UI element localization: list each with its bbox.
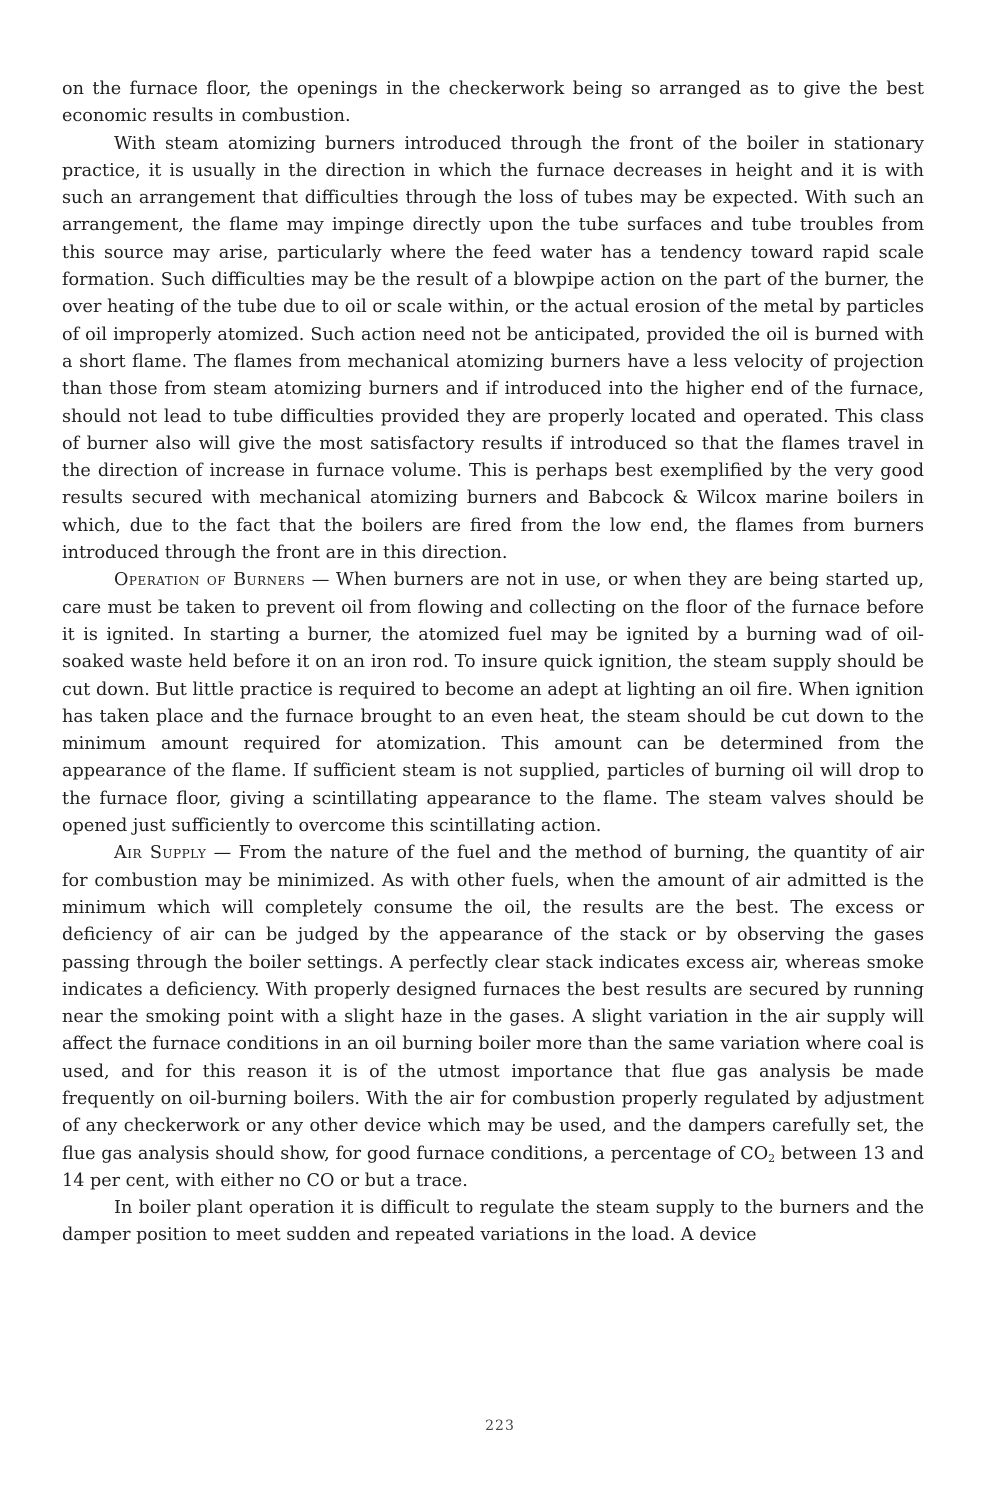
paragraph-operation-of-burners [62, 567, 924, 840]
section-heading-air-supply: Air Supply [114, 843, 207, 864]
heading-dash: — [305, 570, 336, 591]
co2-subscript: 2 [768, 1151, 776, 1165]
page-body [62, 76, 924, 1416]
heading-dash: — [206, 843, 239, 864]
page-number: 223 [485, 1418, 515, 1434]
co2-formula [740, 1144, 775, 1164]
co-symbol: CO [740, 1143, 769, 1164]
paragraph-air-supply [62, 840, 924, 1195]
air-supply-text: From the nature of the fuel and the method of burning, the quantity of air for combustion may be minimized. As with other fuels, when the amount of air admitted is the minimum which will completely consume the oil, the results are the best. The excess or deficiency of air can be judged by the appearance of the stack or by observing the gases passing through the boiler settings. A perfectly clear stack indicates excess air, whereas smoke indicates a deficiency. With properly designed furnaces the best results are secured by running near the smoking point with a slight haze in the gases. A slight variation in the air supply will affect the furnace conditions in an oil burning boiler more than the same variation where coal is used, and for this reason it is of the utmost importance that flue gas analysis be made frequently on oil-burning boilers. With the air for combustion properly regulated by adjustment of any checkerwork or any other device which may be used, and the dampers carefully set, the flue gas analysis should show, for good furnace conditions, a percentage of [62, 843, 924, 1164]
paragraph-continuation: on the furnace floor, the openings in the checkerwork being so arranged as to give the best economic results in combustion. [62, 79, 924, 127]
operation-of-burners-text: When burners are not in use, or when they are being started up, care must be taken to prevent oil from flowing and collecting on the floor of the furnace before it is ignited. In starting a burner, the atomized fuel may be ignited by a burning wad of oil-soaked waste held before it on an iron rod. To insure quick ignition, the steam supply should be cut down. But little practice is required to become an adept at lighting an oil fire. When ignition has taken place and the furnace brought to an even heat, the steam should be cut down to the minimum amount required for atomization. This amount can be determined from the appearance of the flame. If sufficient steam is not supplied, particles of burning oil will drop to the furnace floor, giving a scintillating appearance to the flame. The steam valves should be opened just sufficiently to overcome this scintillating action. [62, 570, 925, 837]
section-heading-operation-of-burners: Operation of Burners [114, 570, 306, 591]
paragraph-boiler-plant-operation: In boiler plant operation it is difficult to regulate the steam supply to the burners and the damper position to meet sudden and repeated variations in the load. A device [62, 1198, 924, 1246]
air-supply-text-end: between 13 and 14 per cent, with either no CO or but a trace. [62, 1143, 924, 1191]
paragraph-tube-difficulties: With steam atomizing burners introduced through the front of the boiler in stationary practice, it is usually in the direction in which the furnace decreases in height and it is with such an arrangement that difficulties through the loss of tubes may be expected. With such an arrangement, the flame may impinge directly upon the tube surfaces and tube troubles from this source may arise, particularly where the feed water has a tendency toward rapid scale formation. Such difficulties may be the result of a blowpipe action on the part of the burner, the over heating of the tube due to oil or scale within, or the actual erosion of the metal by particles of oil improperly atomized. Such action need not be anticipated, provided the oil is burned with a short flame. The flames from mechanical atomizing burners have a less velocity of projection than those from steam atomizing burners and if introduced into the higher end of the furnace, should not lead to tube difficulties provided they are properly located and operated. This class of burner also will give the most satisfactory results if introduced so that the flames travel in the direction of increase in furnace volume. This is perhaps best exemplified by the very good results secured with mechanical atomizing burners and Babcock & Wilcox marine boilers in which, due to the fact that the boilers are fired from the low end, the flames from burners introduced through the front are in this direction. [62, 133, 924, 564]
